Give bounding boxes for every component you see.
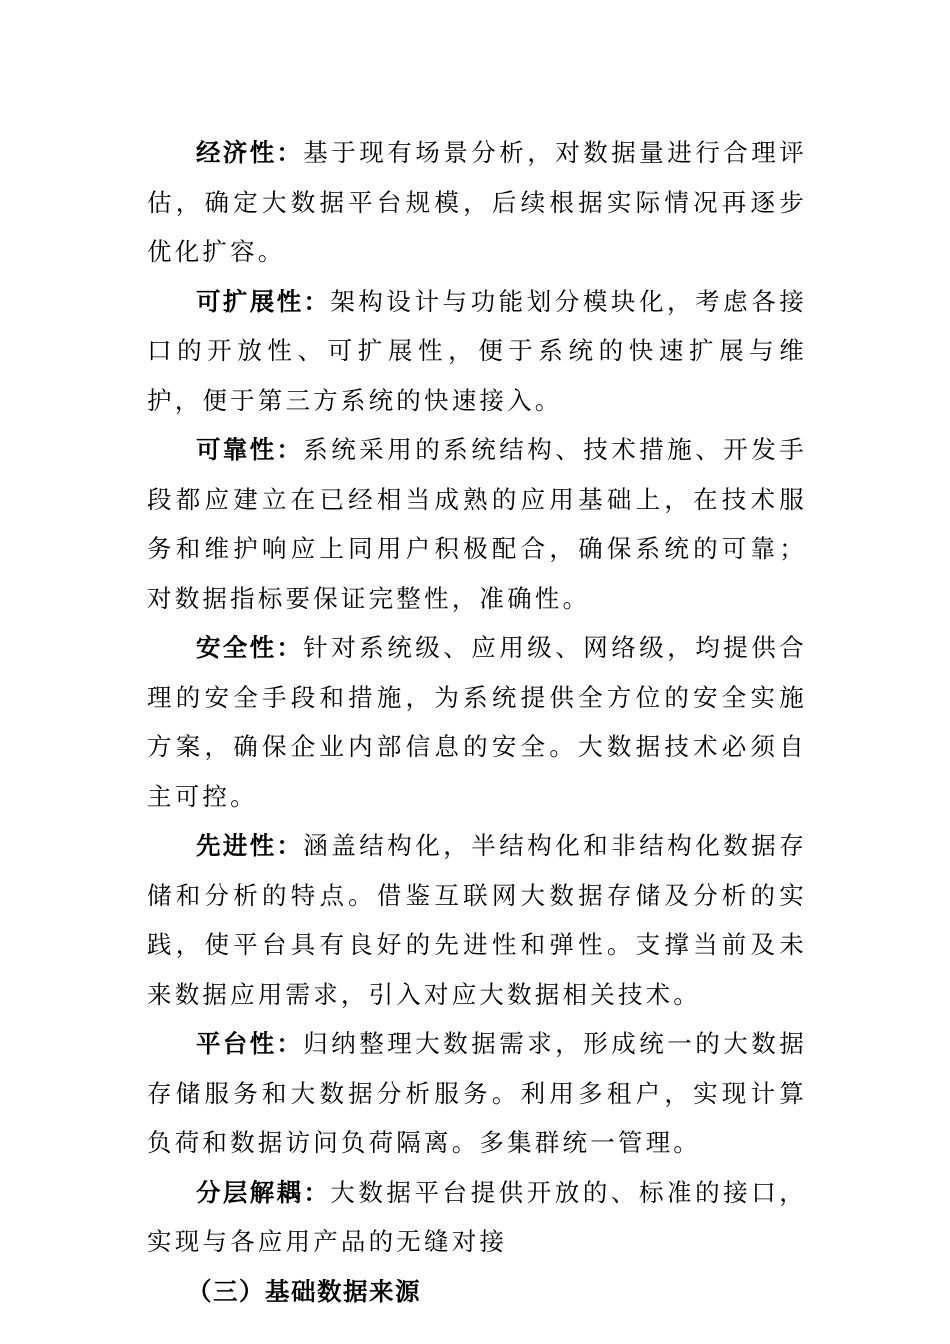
- paragraph-advancement: [147, 821, 807, 1019]
- paragraph-reliability: [147, 425, 807, 623]
- paragraph-scalability: [147, 277, 807, 426]
- paragraph-text: 针对系统级、应用级、网络级，均提供合理的安全手段和措施，为系统提供全方位的安全实施方案，确保企业内部信息的安全。大数据技术必须自主可控。: [147, 633, 807, 811]
- paragraph-text: 架构设计与功能划分模块化，考虑各接口的开放性、可扩展性，便于系统的快速扩展与维护，便于第三方系统的快速接入。: [147, 286, 807, 415]
- paragraph-decoupling: [147, 1168, 807, 1267]
- paragraph-term: 先进性：: [196, 831, 304, 860]
- paragraph-term: 平台性：: [196, 1029, 304, 1058]
- paragraph-text: 系统采用的系统结构、技术措施、开发手段都应建立在已经相当成熟的应用基础上，在技术服务和维护响应上同用户积极配合，确保系统的可靠；对数据指标要保证完整性，准确性。: [147, 435, 807, 613]
- paragraph-term: 安全性：: [196, 633, 304, 662]
- paragraph-text: 大数据平台提供开放的、标准的接口，实现与各应用产品的无缝对接: [147, 1177, 807, 1256]
- paragraph-term: 分层解耦：: [196, 1177, 331, 1207]
- section-heading: （三）基础数据来源: [187, 1276, 421, 1306]
- document-page: [147, 128, 807, 1316]
- paragraph-term: 经济性：: [196, 138, 304, 167]
- paragraph-text: 归纳整理大数据需求，形成统一的大数据存储服务和大数据分析服务。利用多租户，实现计算负荷和数据访问负荷隔离。多集群统一管理。: [147, 1029, 807, 1157]
- paragraph-platform: [147, 1019, 807, 1168]
- paragraph-text: 基于现有场景分析，对数据量进行合理评估，确定大数据平台规模，后续根据实际情况再逐步优化扩容。: [147, 138, 807, 266]
- paragraph-term: 可扩展性：: [196, 286, 331, 316]
- paragraph-text: 涵盖结构化，半结构化和非结构化数据存储和分析的特点。借鉴互联网大数据存储及分析的实践，使平台具有良好的先进性和弹性。支撑当前及未来数据应用需求，引入对应大数据相关技术。: [147, 831, 807, 1009]
- paragraph-economy: [147, 128, 807, 277]
- paragraph-term: 可靠性：: [196, 435, 304, 464]
- paragraph-security: [147, 623, 807, 821]
